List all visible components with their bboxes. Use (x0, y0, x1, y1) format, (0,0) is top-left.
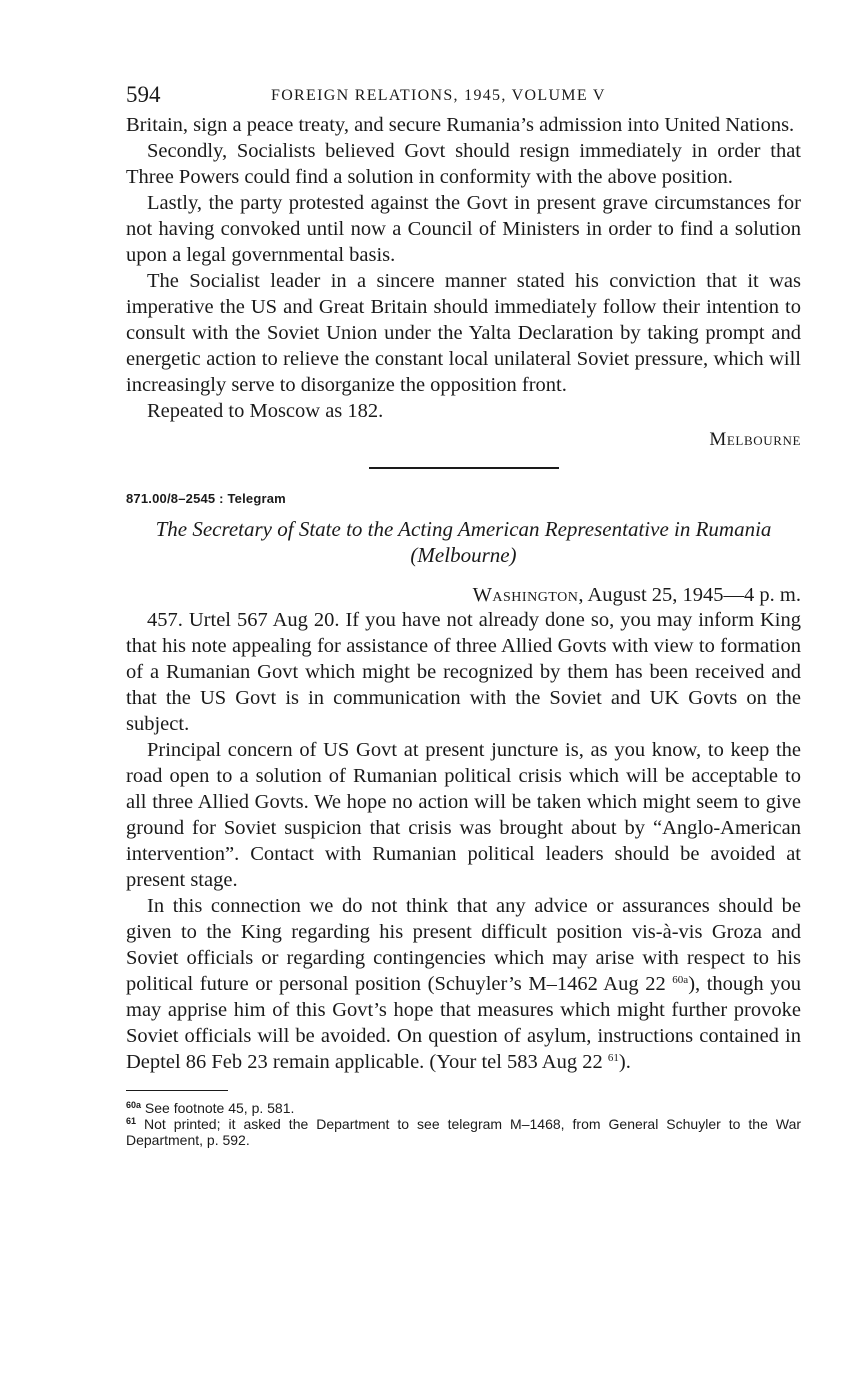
paragraph-text: ), though you may apprise him of this Govt’s hope that measures which might further provoke Soviet officials will be avoided. On question of asylum, instructions contained in Deptel 86 Feb 23 remain applicable. (Your tel 583 Aug 22 (126, 973, 802, 1073)
section-divider (369, 467, 559, 469)
dateline (126, 584, 801, 607)
previous-document (126, 112, 801, 453)
dateline-place: Washington (472, 584, 579, 606)
document-body (126, 607, 801, 1075)
paragraph: The Socialist leader in a sincere manner stated his conviction that it was imperative the US and Great Britain should immediately follow their intention to consult with the Soviet Union under the Yalta Declaration by taking prompt and energetic action to relieve the constant local unilateral Soviet pressure, which will increasingly serve to disorganize the opposition front. (126, 270, 801, 396)
footnotes (126, 1100, 801, 1148)
document-title: The Secretary of State to the Acting American Representative in Rumania (Melbourne) (155, 517, 772, 567)
paragraph-text: In this connection we do not think that any advice or assurances should be given to the King regarding his present difficult position vis-à-vis Groza and Soviet officials or regarding contingencies which may arise with respect to his political future or personal position (Schuyler’s M–1462 Aug 22 (126, 895, 801, 995)
paragraph: Repeated to Moscow as 182. (147, 400, 384, 422)
footnote (126, 1116, 801, 1148)
paragraph: Lastly, the party protested against the Govt in present grave circumstances for not having convoked until now a Council of Ministers in order to find a solution upon a legal governmental basis. (126, 192, 801, 266)
page (126, 82, 801, 1148)
paragraph: Britain, sign a peace treaty, and secure Rumania’s admission into United Nations. (126, 114, 795, 136)
paragraph-text: ). (618, 1051, 631, 1073)
page-number: 594 (126, 82, 161, 107)
footnote-reference: 61 (607, 1052, 619, 1064)
paragraph: Secondly, Socialists believed Govt should resign immediately in order that Three Powers could find a solution in conformity with the above position. (126, 140, 801, 188)
paragraph: 457. Urtel 567 Aug 20. If you have not already done so, you may inform King that his note appealing for assistance of three Allied Govts with view to formation of a Rumanian Govt which might be recognized by them has been received and that the US Govt is in communication with the Soviet and UK Govts on the subject. (126, 609, 801, 735)
footnote-mark: 60a (126, 1100, 142, 1110)
dateline-date: , August 25, 1945—4 p. m. (578, 584, 801, 606)
footnote (126, 1100, 801, 1116)
running-title: FOREIGN RELATIONS, 1945, VOLUME V (271, 87, 606, 104)
signature: Melbourne (709, 429, 801, 450)
footnote-mark: 61 (126, 1116, 137, 1126)
running-head (126, 82, 801, 112)
footnote-reference: 60a (672, 974, 689, 986)
paragraph (126, 893, 801, 1075)
footnote-text: Not printed; it asked the Department to see telegram M–1468, from General Schuyler to the War Department, p. 592. (126, 1116, 802, 1148)
paragraph: Principal concern of US Govt at present juncture is, as you know, to keep the road open to a solution of Rumanian political crisis which will be acceptable to all three Allied Govts. We hope no action will be taken which might seem to give ground for Soviet suspicion that crisis was brought about by “Anglo-American intervention”. Contact with Rumanian political leaders should be avoided at present stage. (126, 739, 801, 891)
footnote-text: See footnote 45, p. 581. (144, 1100, 295, 1116)
footnote-rule (126, 1090, 228, 1091)
file-reference: 871.00/8–2545 : Telegram (126, 491, 286, 506)
